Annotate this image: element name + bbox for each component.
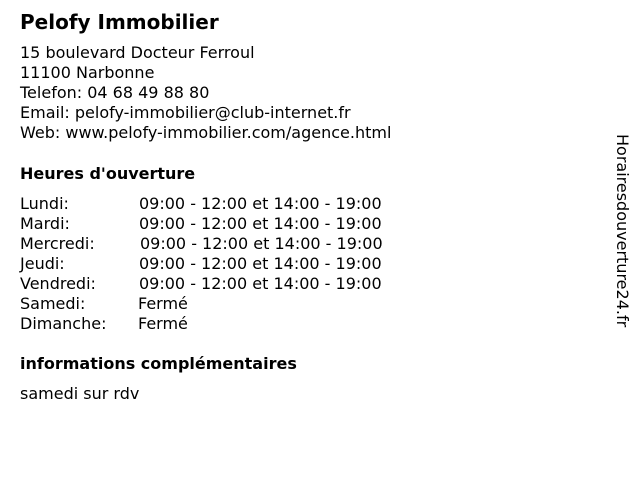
hours-row-thursday <box>20 254 440 274</box>
address-street: 15 boulevard Docteur Ferroul <box>20 43 255 62</box>
time-value: 09:00 - 12:00 et 14:00 - 19:00 <box>139 194 382 213</box>
hours-row-tuesday <box>20 214 440 234</box>
phone-number: Telefon: 04 68 49 88 80 <box>20 83 210 102</box>
address-city: 11100 Narbonne <box>20 63 155 82</box>
hours-row-wednesday <box>20 234 440 254</box>
day-label: Vendredi: <box>20 274 96 293</box>
business-contact <box>20 43 391 143</box>
time-value: 09:00 - 12:00 et 14:00 - 19:00 <box>139 214 382 233</box>
email-address: Email: pelofy-immobilier@club-internet.fr <box>20 103 351 122</box>
hours-row-saturday <box>20 294 440 314</box>
opening-hours-table <box>20 194 440 334</box>
additional-info-heading: informations complémentaires <box>20 354 297 373</box>
day-label: Jeudi: <box>20 254 65 273</box>
business-name: Pelofy Immobilier <box>20 10 219 34</box>
day-label: Samedi: <box>20 294 86 313</box>
website-url: Web: www.pelofy-immobilier.com/agence.html <box>20 123 392 142</box>
time-value: 09:00 - 12:00 et 14:00 - 19:00 <box>139 254 382 273</box>
time-value: Fermé <box>138 294 188 313</box>
day-label: Mardi: <box>20 214 70 233</box>
watermark-text: Horairesdouverture24.fr <box>613 134 632 328</box>
hours-row-monday <box>20 194 440 214</box>
time-value: 09:00 - 12:00 et 14:00 - 19:00 <box>139 274 382 293</box>
additional-info-text: samedi sur rdv <box>20 384 140 403</box>
site-watermark <box>612 134 632 374</box>
time-value: Fermé <box>138 314 188 333</box>
day-label: Dimanche: <box>20 314 107 333</box>
day-label: Mercredi: <box>20 234 95 253</box>
opening-hours-heading: Heures d'ouverture <box>20 164 196 183</box>
day-label: Lundi: <box>20 194 69 213</box>
hours-row-friday <box>20 274 440 294</box>
hours-row-sunday <box>20 314 440 334</box>
time-value: 09:00 - 12:00 et 14:00 - 19:00 <box>140 234 383 253</box>
